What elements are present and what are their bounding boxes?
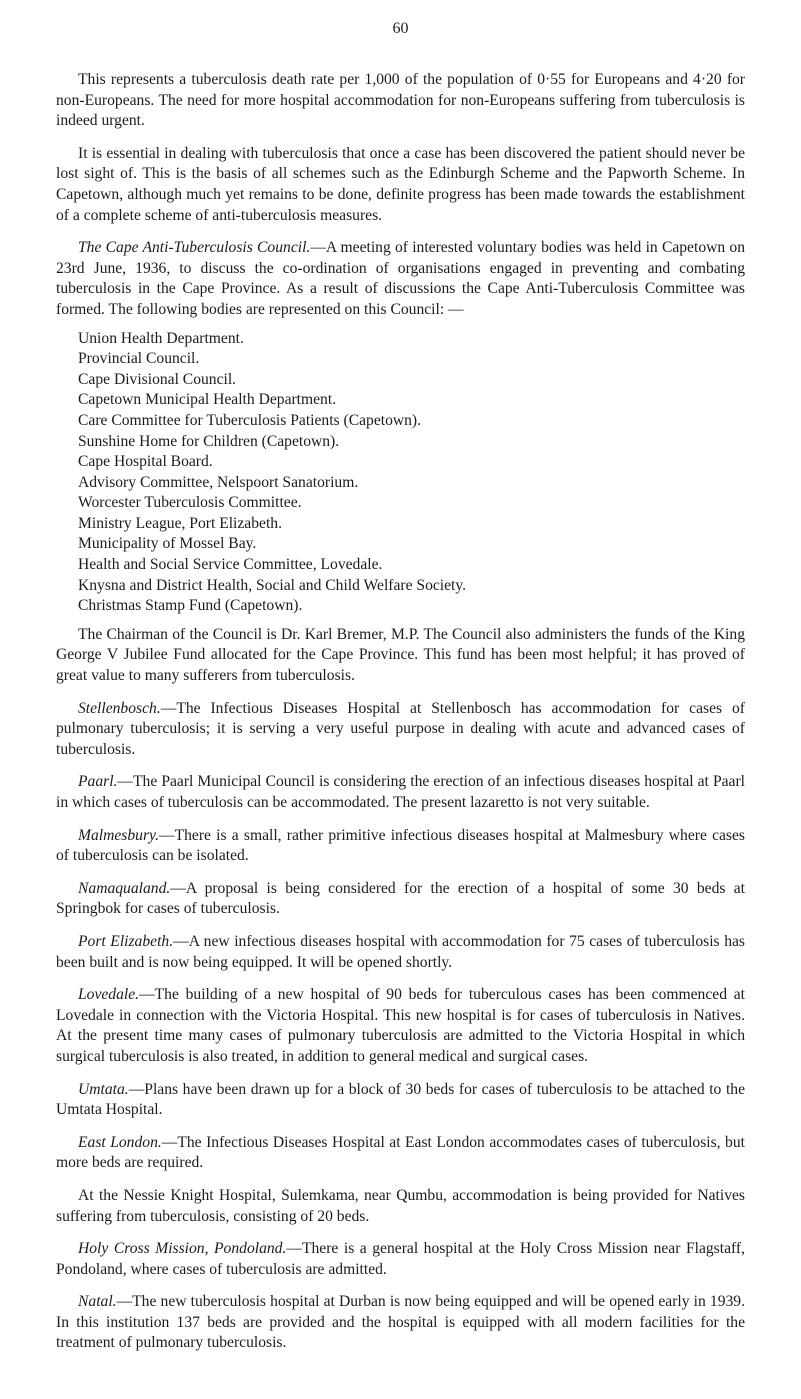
paragraph xyxy=(56,1292,745,1354)
paragraph-heading: Lovedale. xyxy=(78,986,140,1004)
paragraph-text: —A meeting of interested voluntary bodies was held in Capetown on 23rd June, 1936, to discuss the co-ordination of organisations engaged in preventing and combating tuberculosis in the Cape Province. As a result of discussions the Cape Anti-Tuberculosis Committee was formed. The following bodies are represented on this Council: — xyxy=(56,239,745,318)
paragraph-heading: Port Elizabeth. xyxy=(78,932,174,950)
paragraph-heading: Umtata. xyxy=(78,1080,129,1098)
paragraph-heading: Paarl. xyxy=(78,773,118,791)
paragraph xyxy=(56,1133,745,1174)
paragraph-text: This represents a tuberculosis death rate per 1,000 of the population of 0·55 for Europeans and 4·20 for non-Europeans. The need for more hospital accommodation for non-Europeans suffering from tuberculosis is indeed urgent. xyxy=(56,71,745,130)
paragraph xyxy=(56,1080,745,1121)
paragraph-heading: The Cape Anti-Tuberculosis Council. xyxy=(78,239,311,257)
paragraph-text: —There is a general hospital at the Holy Cross Mission near Flagstaff, Pondoland, where cases of tuberculosis are admitted. xyxy=(56,1240,745,1278)
paragraph xyxy=(56,144,745,226)
paragraph xyxy=(56,1186,745,1227)
paragraph xyxy=(56,985,745,1067)
list-item: Ministry League, Port Elizabeth. xyxy=(78,514,282,532)
list-item: Capetown Municipal Health Department. xyxy=(78,391,337,409)
list-item: Union Health Department. xyxy=(78,329,244,347)
paragraph-text: It is essential in dealing with tuberculosis that once a case has been discovered the patient should never be lost sight of. This is the basis of all schemes such as the Edinburgh Scheme and the Papworth Scheme. In Capetown, although much yet remains to be done, definite progress has been made towards the establishment of a complete scheme of anti-tuberculosis measures. xyxy=(56,144,745,224)
paragraph-text: —A new infectious diseases hospital with accommodation for 75 cases of tuberculosis has been built and is now being equipped. It will be opened shortly. xyxy=(56,932,745,971)
paragraph xyxy=(56,826,745,867)
regional-paragraphs xyxy=(56,625,745,1354)
paragraph xyxy=(56,625,745,687)
paragraph-heading: Holy Cross Mission, Pondoland. xyxy=(78,1240,287,1258)
paragraph xyxy=(56,772,745,813)
paragraph-text: —The Paarl Municipal Council is considering the erection of an infectious diseases hospital at Paarl in which cases of tuberculosis can be accommodated. The present lazaretto is not very suitable. xyxy=(56,773,745,811)
paragraph-text: At the Nessie Knight Hospital, Sulemkama, near Qumbu, accommodation is being provided for Natives suffering from tuberculosis, consisting of 20 beds. xyxy=(56,1186,745,1225)
list-item: Cape Hospital Board. xyxy=(78,453,213,471)
paragraph xyxy=(56,238,745,320)
list-item: Municipality of Mossel Bay. xyxy=(78,535,257,553)
paragraph-text: —There is a small, rather primitive infectious diseases hospital at Malmesbury where cases of tuberculosis can be isolated. xyxy=(56,826,745,865)
paragraph-text: The Chairman of the Council is Dr. Karl Bremer, M.P. The Council also administers the funds of the King George V Jubilee Fund allocated for the Cape Province. This fund has been most helpful; it has proved of great value to many sufferers from tuberculosis. xyxy=(56,625,745,685)
paragraph-text: —The building of a new hospital of 90 beds for tuberculous cases has been commenced at Lovedale in connection with the Victoria Hospital. This new hospital is for cases of tuberculosis in Natives. At the present time many cases of pulmonary tuberculosis are admitted to the Victoria Hospital in which surgical tuberculosis is also treated, in addition to general medical and surgical cases. xyxy=(56,986,745,1065)
paragraph-heading: Stellenbosch. xyxy=(78,699,161,717)
list-item: Christmas Stamp Fund (Capetown). xyxy=(78,597,303,615)
paragraph xyxy=(56,70,745,132)
list-item: Worcester Tuberculosis Committee. xyxy=(78,494,302,512)
paragraph xyxy=(56,879,745,920)
paragraph-text: —The new tuberculosis hospital at Durban is now being equipped and will be opened early in 1939. In this institution 137 beds are provided and the hospital is equipped with all modern facilities for the treatment of pulmonary tuberculosis. xyxy=(56,1293,745,1352)
list-item: Advisory Committee, Nelspoort Sanatorium. xyxy=(78,473,359,491)
list-item: Cape Divisional Council. xyxy=(78,370,237,388)
paragraph-heading: East London. xyxy=(78,1133,162,1151)
list-item: Health and Social Service Committee, Lovedale. xyxy=(78,556,383,574)
paragraph-text: —The Infectious Diseases Hospital at East London accommodates cases of tuberculosis, but more beds are required. xyxy=(56,1133,745,1172)
paragraph-text: —Plans have been drawn up for a block of 30 beds for cases of tuberculosis to be attached to the Umtata Hospital. xyxy=(56,1080,745,1119)
paragraph xyxy=(56,699,745,761)
page-number: 60 xyxy=(392,20,409,37)
paragraph xyxy=(56,932,745,973)
paragraph-heading: Malmesbury. xyxy=(78,826,159,844)
paragraph xyxy=(56,1239,745,1280)
paragraph-heading: Natal. xyxy=(78,1293,117,1311)
document-body xyxy=(56,70,745,1366)
paragraph-text: —The Infectious Diseases Hospital at Stellenbosch has accommodation for cases of pulmonary tuberculosis; it is serving a very useful purpose in dealing with acute and advanced cases of tuberculosis. xyxy=(56,699,745,758)
paragraph-heading: Namaqualand. xyxy=(78,879,171,897)
intro-paragraphs xyxy=(56,70,745,321)
list-item: Sunshine Home for Children (Capetown). xyxy=(78,432,340,450)
list-item: Knysna and District Health, Social and Child Welfare Society. xyxy=(78,576,467,594)
list-item: Care Committee for Tuberculosis Patients (Capetown). xyxy=(78,411,422,429)
council-member-list xyxy=(56,329,745,617)
list-item: Provincial Council. xyxy=(78,350,200,368)
paragraph-text: —A proposal is being considered for the erection of a hospital of some 30 beds at Springbok for cases of tuberculosis. xyxy=(56,879,745,918)
